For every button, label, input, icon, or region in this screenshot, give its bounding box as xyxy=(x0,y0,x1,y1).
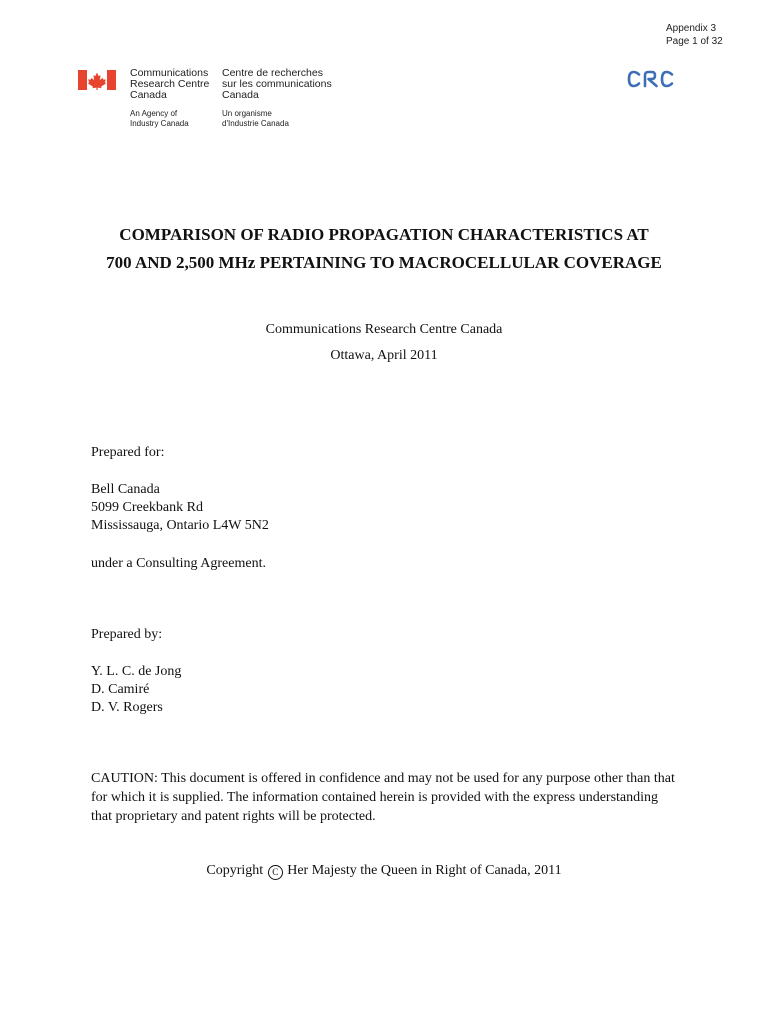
prepared-by-label: Prepared by: xyxy=(91,627,163,642)
agency-fr-line-1: Un organisme xyxy=(222,109,272,118)
org-name-fr-line-1: Centre de recherches xyxy=(222,67,323,79)
agency-en-line-1: An Agency of xyxy=(130,109,178,118)
prepared-for-label: Prepared for: xyxy=(91,445,165,460)
page-number: Page 1 of 32 xyxy=(666,36,723,47)
agency-fr-line-2: d'Industrie Canada xyxy=(222,118,289,128)
agency-en-line-2: Industry Canada xyxy=(130,118,189,128)
crc-logo-icon xyxy=(626,69,676,89)
org-name-en-line-1: Communications xyxy=(130,67,209,79)
copyright-holder: Her Majesty the Queen in Right of Canada, 2011 xyxy=(287,863,562,878)
org-name-english xyxy=(130,68,209,128)
org-name-fr-line-2: sur les communications xyxy=(222,78,332,90)
document-title-line-2: 700 AND 2,500 MHz PERTAINING TO MACROCELLULAR COVERAGE xyxy=(106,253,662,272)
client-name: Bell Canada xyxy=(91,482,160,497)
org-name-fr-line-3: Canada xyxy=(222,89,259,101)
author-2: D. Camiré xyxy=(91,682,150,697)
appendix-label xyxy=(666,22,723,48)
place-and-date: Ottawa, April 2011 xyxy=(330,348,438,363)
agreement-text: under a Consulting Agreement. xyxy=(91,556,266,571)
author-1: Y. L. C. de Jong xyxy=(91,664,182,679)
copyright-line xyxy=(60,862,708,880)
client-city: Mississauga, Ontario L4W 5N2 xyxy=(91,518,269,533)
org-name-en-line-2: Research Centre xyxy=(130,78,210,90)
org-name-en-line-3: Canada xyxy=(130,89,167,101)
document-title xyxy=(60,221,708,277)
copyright-symbol-icon: C xyxy=(268,865,283,880)
document-title-line-1: COMPARISON OF RADIO PROPAGATION CHARACTERISTICS AT xyxy=(119,225,649,244)
org-name-french xyxy=(222,68,332,128)
canada-flag-icon xyxy=(78,70,116,90)
author-3: D. V. Rogers xyxy=(91,700,163,715)
crc-signature-block xyxy=(78,68,378,132)
copyright-word: Copyright xyxy=(206,863,264,878)
appendix-number: Appendix 3 xyxy=(666,23,717,34)
author-organization: Communications Research Centre Canada xyxy=(265,322,503,337)
caution-notice: CAUTION: This document is offered in confidence and may not be used for any purpose other than that for which it is supplied. The information contained herein is provided with the express understanding that proprietary and patent rights will be protected. xyxy=(91,771,675,824)
client-street: 5099 Creekbank Rd xyxy=(91,500,203,515)
